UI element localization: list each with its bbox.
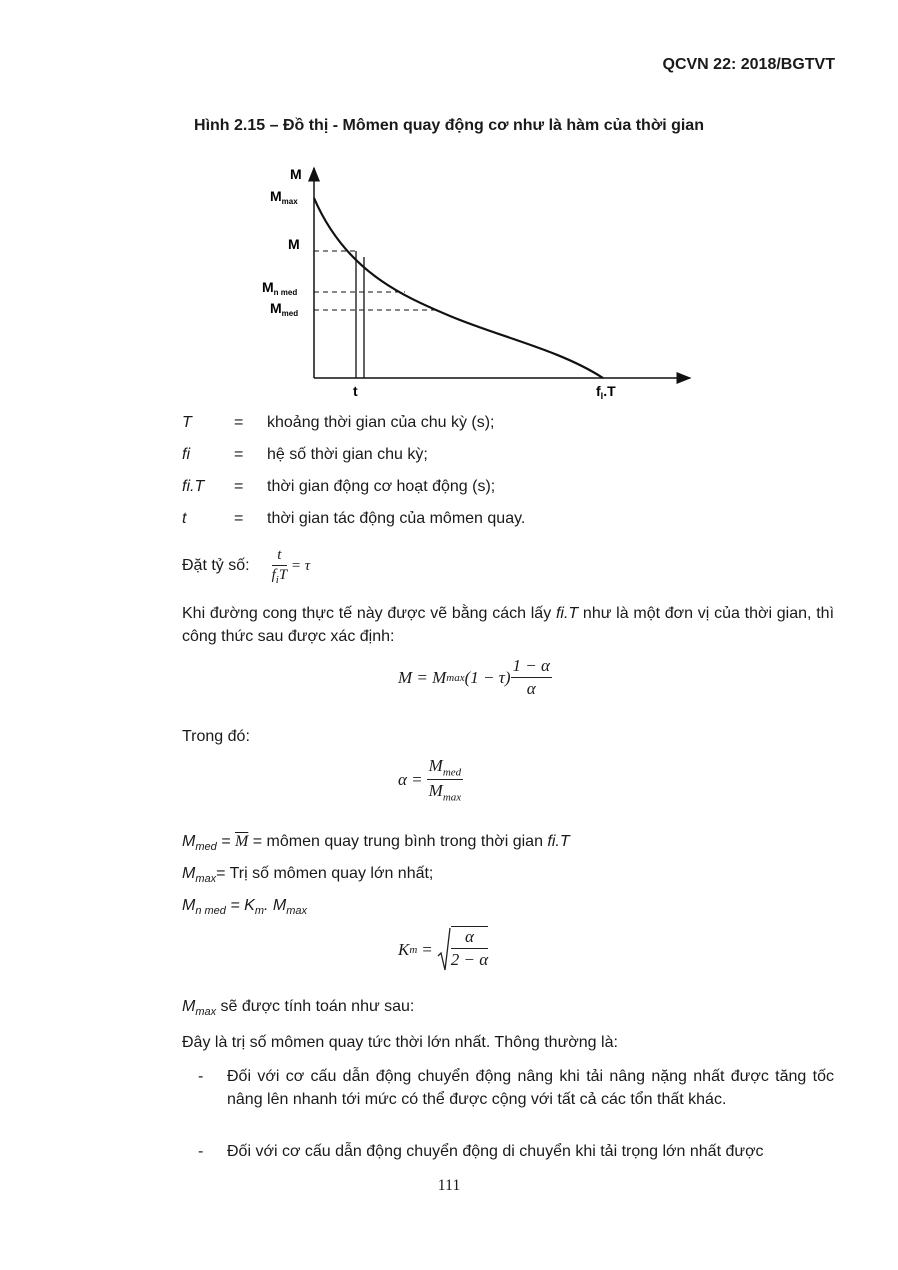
bullet-item [182, 1065, 834, 1111]
mmax-label: $M_{max}$ [270, 188, 298, 206]
mmax-calc-line: $M_{max}$ sẽ được tính toán như sau: [182, 998, 415, 1019]
ratio-formula: $\frac{t}{f_iT}$ = τ [271, 546, 311, 586]
definition-equals: = [234, 478, 244, 495]
definition-symbol: T [182, 414, 192, 431]
definitions-list [182, 414, 842, 542]
definition-text: hệ số thời gian chu kỳ; [267, 446, 428, 463]
km-formula: K m = $\frac{\alpha}{2 - \alpha}$ [398, 926, 488, 974]
definition-equals: = [234, 510, 244, 527]
torque-time-diagram [250, 158, 700, 403]
definition-text: thời gian động cơ hoạt động (s); [267, 478, 496, 495]
mmax-definition: $M_{max}=$ Trị số mômen quay lớn nhất; [182, 865, 434, 886]
m-label: M [288, 236, 300, 252]
where-label: Trong đó: [182, 728, 250, 745]
ratio-label: Đặt tỷ số: [182, 557, 250, 574]
alpha-formula: α = $\frac{M_{med}}{M_{max}}$ [398, 756, 462, 804]
t-label: t [353, 383, 358, 399]
mnmed-definition: $M_{n med} = K_m$. $M_{max}$ [182, 897, 307, 918]
definition-text: thời gian tác động của mômen quay. [267, 510, 526, 527]
page-number: 111 [437, 1177, 461, 1194]
ratio-line [182, 544, 310, 588]
definition-symbol: fi [182, 446, 190, 463]
definition-row [182, 510, 842, 542]
definition-symbol: t [182, 510, 187, 527]
torque-formula: M = M max (1 − τ) $\frac{1 - \alpha}{\alpha}$ [398, 656, 550, 698]
bullet-dash: - [198, 1143, 204, 1160]
bullet-item [182, 1140, 834, 1163]
torque-curve [314, 198, 603, 378]
bullet-text: Đối với cơ cấu dẫn động chuyển động nâng khi tải nâng nặng nhất được tăng tốc nâng lên nhanh tới mức có thể được cộng với tất cả các tổn thất khác. [227, 1068, 834, 1108]
fit-label: $f_I.T$ [596, 383, 616, 401]
definition-equals: = [234, 446, 244, 463]
sqrt-sign [437, 926, 451, 974]
mmed-label: $M_{med}$ [270, 300, 299, 318]
mmed-definition: $M_{med} = \overline{M}$ = mômen quay trung bình trong thời gian fi.T [182, 833, 570, 854]
definition-row [182, 414, 842, 446]
definition-equals: = [234, 414, 244, 431]
paragraph-2: Đây là trị số mômen quay tức thời lớn nhất. Thông thường là: [182, 1034, 618, 1051]
y-axis-label: M [290, 166, 302, 182]
definition-symbol: fi.T [182, 478, 205, 495]
bullet-text: Đối với cơ cấu dẫn động chuyển động di chuyển khi tải trọng lớn nhất được [227, 1143, 764, 1160]
mnmed-label: $M_{n med}$ [262, 279, 298, 297]
figure-caption: Hình 2.15 – Đồ thị - Mômen quay động cơ như là hàm của thời gian [194, 117, 704, 134]
definition-row [182, 446, 842, 478]
definition-row [182, 478, 842, 510]
paragraph-1: Khi đường cong thực tế này được vẽ bằng cách lấy fi.T như là một đơn vị của thời gian, thì công thức sau được xác định: [182, 605, 835, 645]
bullet-dash: - [198, 1068, 204, 1085]
document-header: QCVN 22: 2018/BGTVT [662, 56, 835, 73]
definition-text: khoảng thời gian của chu kỳ (s); [267, 414, 495, 431]
